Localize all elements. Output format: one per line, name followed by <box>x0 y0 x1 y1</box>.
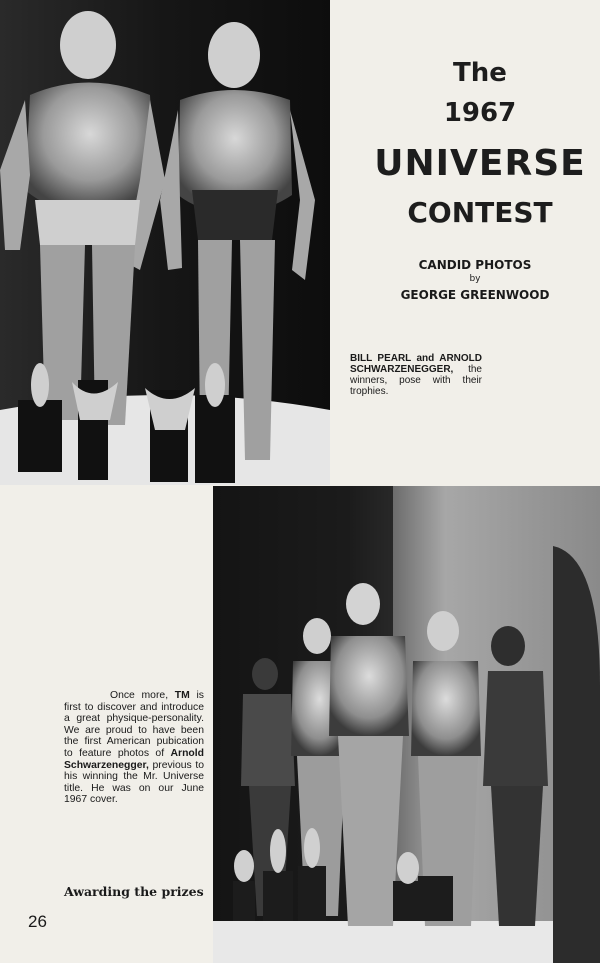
photo-credit-label: CANDID PHOTOS <box>418 258 532 272</box>
caption-discovery <box>64 690 204 806</box>
caption-awarding-prizes: Awarding the prizes <box>64 884 204 899</box>
headline-universe: UNIVERSE <box>374 143 586 184</box>
photo-prize-ceremony <box>213 486 600 963</box>
caption-discovery-arnold: Arnold Schwarzenegger, <box>64 747 204 771</box>
caption-winners-names: BILL PEARL and ARNOLD SCHWARZENEGGER, <box>350 353 482 375</box>
headline-contest: CONTEST <box>407 196 553 229</box>
caption-winners-text: the winners, pose with their trophies. <box>350 364 482 397</box>
headline-the: The <box>453 58 507 88</box>
caption-discovery-part2: is first to discover and introduce a great physique-personality. We are proud to have been the first American pubication to feature photos of <box>64 690 204 759</box>
caption-discovery-tm: TM <box>174 690 190 701</box>
photo-credit-by: by <box>469 274 481 284</box>
headline-year: 1967 <box>443 98 517 128</box>
caption-discovery-part3: previous to his winning the Mr. Universe title. He was on our June 1967 cover. <box>64 759 204 806</box>
photo-winners-with-trophies <box>0 0 330 485</box>
caption-discovery-part1: Once more, <box>110 690 175 701</box>
photo-credit-name: GEORGE GREENWOOD <box>400 288 550 302</box>
page-number: 26 <box>28 912 47 931</box>
caption-winners <box>350 353 482 397</box>
